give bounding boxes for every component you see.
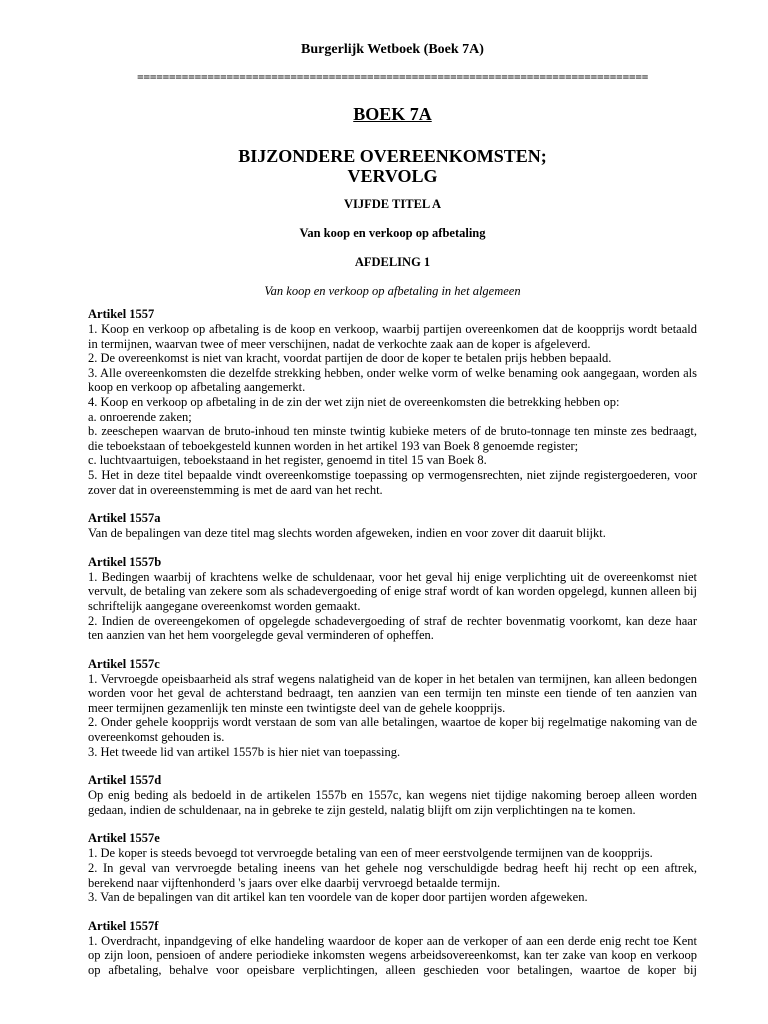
article	[88, 511, 697, 541]
separator-rule: ================================================================================	[136, 70, 649, 84]
article-title: Artikel 1557f	[88, 918, 159, 933]
article-title: Artikel 1557e	[88, 831, 160, 846]
article-text-line: op zijn loon, pensioen of andere periodieke inkomsten wegens arbeidsovereenkomst, kan ter zake van koop en verkoop	[88, 948, 697, 963]
book-subtitle-line-2: VERVOLG	[347, 166, 438, 186]
article-text-line: 1. Koop en verkoop op afbetaling is de koop en verkoop, waarbij partijen overeenkomen dat de koopprijs wordt betaald	[88, 322, 697, 336]
article-text-line: 1. De koper is steeds bevoegd tot vervroegde betaling van een of meer eerstvolgende termijnen van de koopprijs.	[88, 846, 653, 861]
article-text-line: overeenkomst gehouden is.	[88, 730, 225, 745]
article-text-line: worden voor het geval de achterstand bedraagt, ten aanzien van een termijn ten minste een tiende of ten aanzien van	[88, 686, 697, 701]
article-text-line: Op enig beding als bedoeld in de artikelen 1557b en 1557c, kan wegens niet tijdige nakoming beroep alleen worden	[88, 788, 697, 803]
article-text-line: 3. Het tweede lid van artikel 1557b is hier niet van toepassing.	[88, 744, 401, 759]
article	[88, 555, 697, 643]
article-text-line: 1. Vervroegde opeisbaarheid als straf wegens nalatigheid van de koper in het betalen van termijnen, kan alleen bedongen	[88, 671, 697, 686]
article	[88, 657, 697, 760]
article-text-line: ten aanzien van het hem voorgelegde geval verminderen of opheffen.	[88, 628, 434, 643]
article-text-line: 2. In geval van vervroegde betaling ineens van het gehele nog verschuldigde bedrag heeft hij recht op een aftrek,	[88, 861, 697, 876]
article-text-line: op afbetaling, behalve voor opeisbare verplichtingen, alleen geschieden voor betalingen, waartoe de koper bij	[88, 963, 697, 977]
afdeling-heading: AFDELING 1	[354, 255, 431, 269]
article	[88, 773, 697, 817]
article-text-line: 2. Indien de overeengekomen of opgelegde schadevergoeding of straf de rechter bovenmatig voorkomt, kan deze haar	[88, 613, 697, 628]
article-text-line: zover dat in overeenstemming is met de aard van het recht.	[88, 482, 383, 497]
article-title: Artikel 1557d	[88, 773, 162, 788]
article-text-line: 1. Bedingen waarbij of krachtens welke de schuldenaar, voor het geval hij enige verplichting uit de overeenkomst niet	[88, 569, 697, 584]
afdeling-name: Van koop en verkoop op afbetaling in het algemeen	[264, 284, 521, 298]
book-heading	[88, 104, 697, 125]
book-title: BOEK 7A	[353, 104, 432, 124]
article-text-line: vervult, de betaling van zekere som als schadevergoeding of enige straf wordt of kan worden opgelegd, kunnen alleen bij	[88, 584, 697, 599]
article-text-line: c. luchtvaartuigen, teboekstaand in het register, genoemd in titel 15 van Boek 8.	[88, 453, 487, 468]
article-text-line: a. onroerende zaken;	[88, 409, 192, 424]
running-header: Burgerlijk Wetboek (Boek 7A)	[301, 42, 484, 57]
titel-name: Van koop en verkoop op afbetaling	[299, 226, 486, 240]
article-text-line: b. zeeschepen waarvan de bruto-inhoud ten minste twintig kubieke meters of de bruto-tonnage ten minste zes bedraagt,	[88, 424, 697, 439]
article-title: Artikel 1557a	[88, 511, 161, 526]
article-text-line: 1. Overdracht, inpandgeving of elke handeling waardoor de koper aan de verkoper of aan een derde enig recht toe Kent	[88, 933, 697, 948]
article	[88, 919, 697, 978]
article-text-line: schriftelijk aangegane overeenkomst worden gemaakt.	[88, 598, 361, 613]
article-text-line: 3. Van de bepalingen van dit artikel kan ten voordele van de koper door partijen worden afgeweken.	[88, 890, 588, 905]
article	[88, 307, 697, 497]
book-subtitle-line-1: BIJZONDERE OVEREENKOMSTEN;	[238, 146, 547, 166]
article-text-line: 3. Alle overeenkomsten die dezelfde strekking hebben, onder welke vorm of welke benaming ook aangegaan, worden als	[88, 365, 697, 380]
articles-list	[88, 307, 697, 992]
article-text-line: 4. Koop en verkoop op afbetaling in de zin der wet zijn niet de overeenkomsten die betrekking hebben op:	[88, 394, 620, 409]
article-text-line: in termijnen, waarvan twee of meer verschijnen, nadat de verkochte zaak aan de koper is afgeleverd.	[88, 336, 591, 351]
article-text-line: 2. Onder gehele koopprijs wordt verstaan de som van alle betalingen, waartoe de koper bij regelmatige nakoming van de	[88, 715, 697, 730]
article-text-line: die teboekstaan of teboekgesteld kunnen worden in het artikel 193 van Boek 8 genoemde register;	[88, 438, 579, 453]
book-subtitle	[88, 146, 697, 186]
titel-heading: VIJFDE TITEL A	[343, 197, 442, 211]
article-title: Artikel 1557c	[88, 656, 160, 671]
article-text-line: 5. Het in deze titel bepaalde vindt overeenkomstige toepassing op vermogensrechten, niet zijnde registergoederen, voor	[88, 467, 697, 482]
article-title: Artikel 1557	[88, 307, 155, 321]
article-text-line: meer termijnen gezamenlijk ten minste een twintigste deel van de gehele koopprijs.	[88, 700, 506, 715]
article-text-line: 2. De overeenkomst is niet van kracht, voordat partijen de door de koper te betalen prijs hebben bepaald.	[88, 351, 612, 366]
article-text-line: gedaan, indien de schuldenaar, na in gebreke te zijn gesteld, nalatig blijft om zijn verplichtingen na te komen.	[88, 802, 636, 817]
article-text-line: Van de bepalingen van deze titel mag slechts worden afgeweken, indien en voor zover dit daaruit blijkt.	[88, 526, 606, 541]
article	[88, 831, 697, 904]
article-text-line: koop en verkoop op afbetaling aangemerkt.	[88, 380, 306, 395]
article-title: Artikel 1557b	[88, 554, 162, 569]
article-text-line: berekend naar vijftenhonderd 's jaars over elke daarbij vervroegd betaalde termijn.	[88, 875, 501, 890]
